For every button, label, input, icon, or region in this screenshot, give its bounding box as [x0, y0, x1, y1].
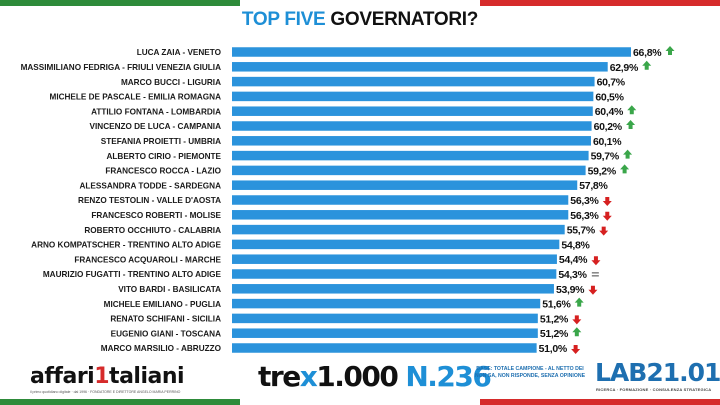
- category-label: LUCA ZAIA - VENETO: [136, 48, 221, 58]
- data-label: 60,1%: [592, 135, 622, 148]
- flag-stripe-red-bottom: [480, 399, 720, 405]
- bar: [232, 106, 593, 116]
- category-label: VITO BARDI - BASILICATA: [118, 285, 221, 294]
- trend-down-icon: [599, 227, 608, 236]
- data-label: 54,3%: [558, 269, 587, 281]
- bar: [232, 240, 559, 250]
- base-note: BASE: TOTALE CAMPIONE - AL NETTO DEI NON SA, NON RISPONDE, SENZA OPINIONE: [474, 366, 586, 379]
- lab2101-tagline: RICERCA · FORMAZIONE · CONSULENZA STRATEGICA: [596, 387, 712, 392]
- category-label: STEFANIA PROIETTI - UMBRIA: [100, 137, 221, 146]
- trend-up-icon: [575, 298, 584, 307]
- bar: [232, 180, 577, 190]
- trend-down-icon: [591, 256, 600, 265]
- data-label: 59,7%: [590, 150, 619, 163]
- bar: [232, 225, 565, 235]
- bar: [232, 195, 568, 205]
- data-label: 62,9%: [609, 61, 638, 74]
- category-label: FRANCESCO ROBERTI - MOLISE: [91, 211, 221, 220]
- trend-down-icon: [603, 197, 612, 206]
- bar: [232, 314, 538, 324]
- title-part2: GOVERNATORI?: [330, 9, 479, 30]
- trend-up-icon: [627, 105, 636, 114]
- category-label: FRANCESCO ROCCA - LAZIO: [105, 166, 221, 176]
- category-label: VINCENZO DE LUCA - CAMPANIA: [89, 122, 221, 132]
- data-label: 57,8%: [579, 180, 608, 193]
- category-label: MICHELE EMILIANO - PUGLIA: [103, 299, 221, 309]
- data-label: 56,3%: [570, 195, 599, 207]
- trend-up-icon: [626, 120, 635, 129]
- category-label: ALBERTO CIRIO - PIEMONTE: [106, 151, 221, 161]
- data-label: 59,2%: [587, 165, 616, 178]
- data-label: 60,5%: [595, 91, 624, 104]
- trend-down-icon: [588, 286, 597, 295]
- category-label: MASSIMILIANO FEDRIGA - FRIULI VENEZIA GIULIA: [20, 63, 221, 72]
- bar: [232, 284, 554, 294]
- category-label: RENZO TESTOLIN - VALLE D'AOSTA: [78, 196, 221, 206]
- bar: [232, 210, 568, 220]
- trex-logo: trex1.000 N.236: [258, 360, 491, 393]
- trend-down-icon: [572, 315, 581, 324]
- data-label: 55,7%: [566, 224, 595, 237]
- bar: [232, 328, 538, 338]
- trend-up-icon: [666, 46, 675, 55]
- data-label: 60,4%: [594, 106, 624, 119]
- survey-number: N.236: [405, 360, 491, 393]
- bar: [232, 77, 595, 87]
- trend-up-icon: [623, 150, 632, 159]
- bar: [232, 92, 593, 102]
- category-label: MARCO MARSILIO - ABRUZZO: [100, 344, 221, 354]
- category-label: FRANCESCO ACQUAROLI - MARCHE: [74, 255, 221, 265]
- trend-equal-icon: [592, 275, 599, 277]
- affaritaliani-tagline: il primo quotidiano digitale · dal 1996 · FONDATORE E DIRETTORE ANGELO MARIA PERRINO: [30, 390, 181, 394]
- bar: [232, 254, 557, 264]
- data-label: 53,9%: [555, 283, 585, 296]
- category-label: EUGENIO GIANI - TOSCANA: [110, 329, 221, 339]
- data-label: 54,4%: [558, 254, 588, 267]
- category-label: MAURIZIO FUGATTI - TRENTINO ALTO ADIGE: [42, 270, 221, 280]
- category-label: MARCO BUCCI - LIGURIA: [120, 77, 221, 87]
- data-label: 51,0%: [538, 343, 567, 355]
- flag-stripe-green-bottom: [0, 399, 240, 405]
- category-label: ATTILIO FONTANA - LOMBARDIA: [91, 107, 221, 117]
- category-label: MICHELE DE PASCALE - EMILIA ROMAGNA: [49, 92, 221, 102]
- bar: [232, 343, 537, 353]
- bar: [232, 62, 608, 72]
- trend-up-icon: [642, 61, 651, 70]
- title-part1: TOP FIVE: [241, 9, 326, 30]
- bar: [232, 151, 589, 161]
- data-label: 51,2%: [539, 328, 569, 341]
- data-label: 51,2%: [539, 313, 569, 326]
- affaritaliani-logo: affari1taliani il primo quotidiano digitale · dal 1996 · FONDATORE E DIRETTORE ANGELO MARIA PERRINO: [30, 364, 185, 394]
- trend-equal-icon: [592, 272, 599, 274]
- data-label: 66,8%: [633, 47, 662, 59]
- bar: [232, 136, 591, 146]
- bar: [232, 269, 556, 279]
- data-label: 60,7%: [596, 76, 625, 89]
- data-label: 54,8%: [561, 239, 590, 252]
- category-label: RENATO SCHIFANI - SICILIA: [110, 314, 221, 324]
- data-label: 56,3%: [570, 209, 599, 222]
- trend-up-icon: [572, 327, 581, 336]
- category-label: ROBERTO OCCHIUTO - CALABRIA: [84, 225, 221, 235]
- trend-down-icon: [571, 345, 580, 354]
- category-label: ARNO KOMPATSCHER - TRENTINO ALTO ADIGE: [31, 240, 221, 250]
- data-label: 60,2%: [593, 121, 622, 133]
- trend-down-icon: [603, 212, 612, 221]
- category-label: ALESSANDRA TODDE - SARDEGNA: [79, 181, 221, 191]
- bar: [232, 47, 631, 57]
- bar: [232, 121, 592, 131]
- bar: [232, 166, 586, 176]
- trend-up-icon: [620, 164, 629, 173]
- lab2101-logo: LAB21.01: [595, 358, 720, 387]
- data-label: 51,6%: [542, 298, 571, 311]
- bar: [232, 299, 540, 309]
